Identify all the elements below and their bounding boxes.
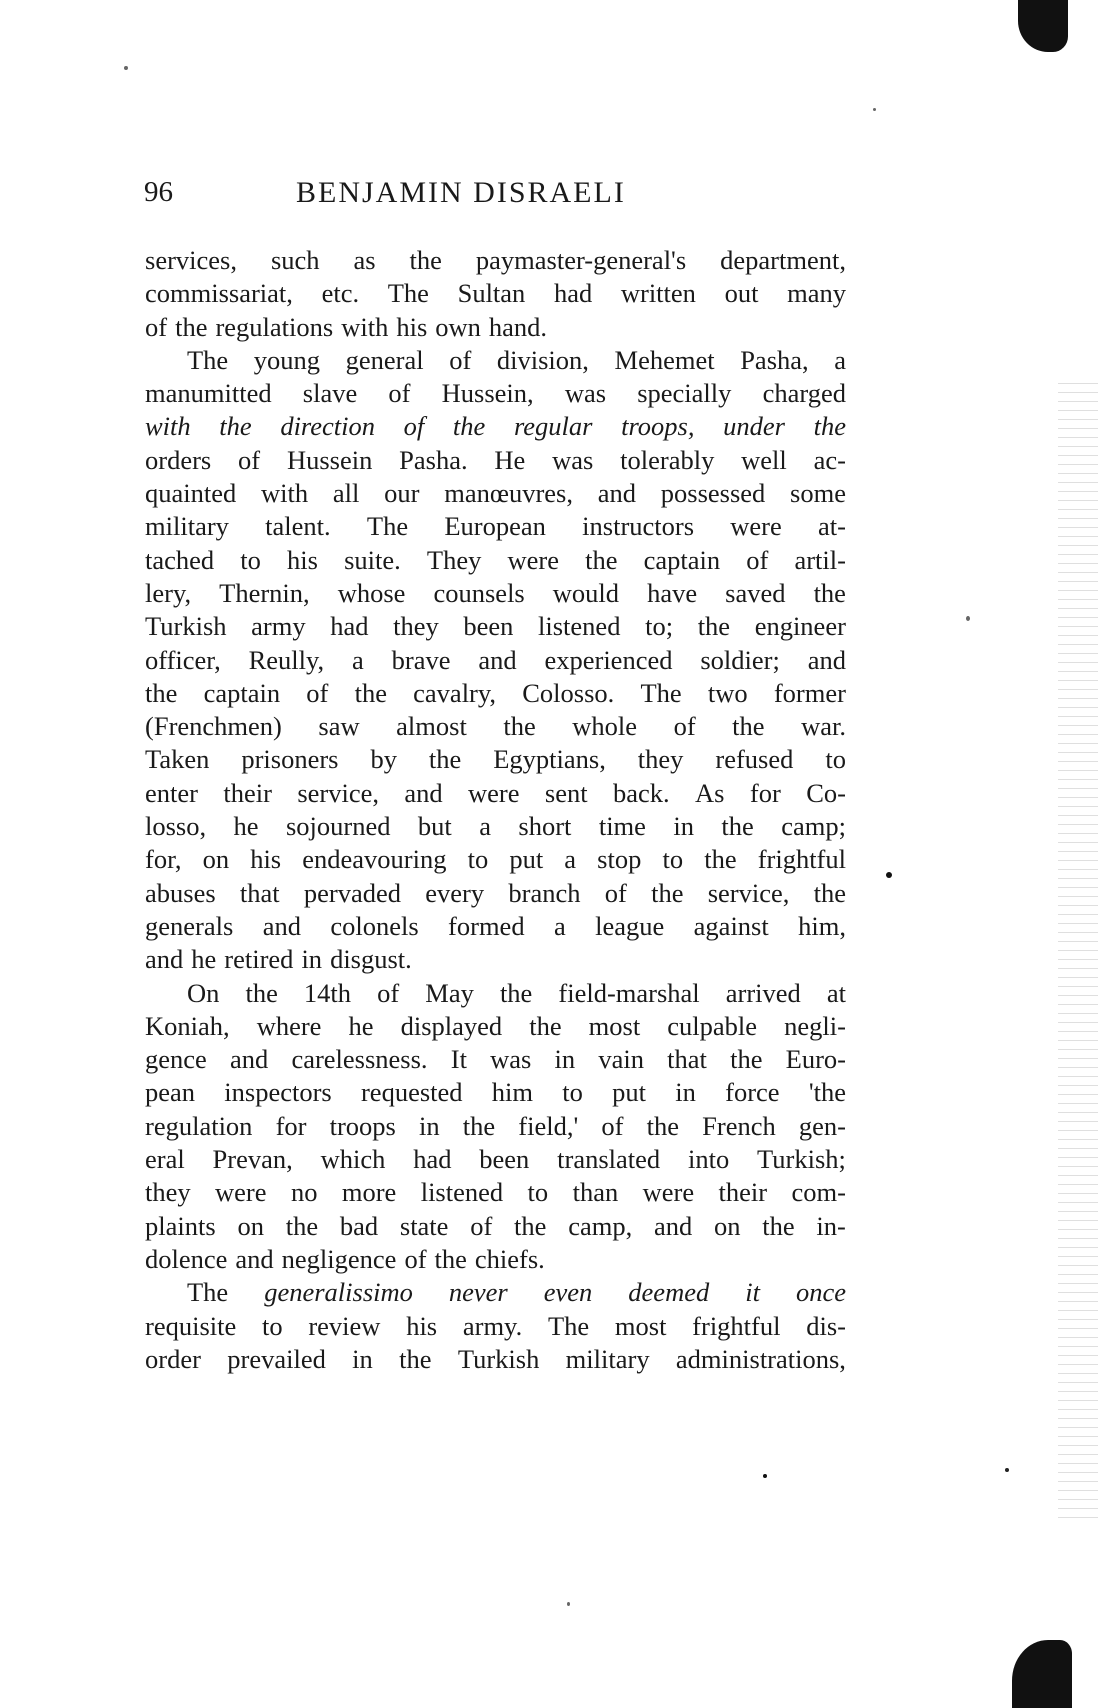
text-line: generals and colonels formed a league against him, <box>145 910 846 941</box>
text-line: manumitted slave of Hussein, was specially charged <box>145 378 846 409</box>
text-line: for, on his endeavouring to put a stop to the frightful <box>145 844 846 875</box>
page-header <box>144 176 844 216</box>
scan-speck <box>886 872 892 878</box>
text-line: requisite to review his army. The most frightful dis- <box>145 1310 846 1341</box>
body-text <box>145 244 846 1376</box>
text-line: The generalissimo never even deemed it once <box>187 1277 846 1308</box>
scan-speck <box>124 66 128 70</box>
text-line: dolence and negligence of the chiefs. <box>145 1243 545 1274</box>
text-line: On the 14th of May the field-marshal arrived at <box>187 977 846 1008</box>
page-number: 96 <box>144 176 173 208</box>
text-line: tached to his suite. They were the captain of artil- <box>145 544 846 575</box>
scan-speck <box>966 616 970 621</box>
text-line: of the regulations with his own hand. <box>145 311 548 342</box>
scan-speck <box>1005 1468 1009 1472</box>
text-line: The young general of division, Mehemet Pasha, a <box>187 344 846 375</box>
text-line: Taken prisoners by the Egyptians, they refused to <box>145 744 846 775</box>
text-line: with the direction of the regular troops, under the <box>145 411 846 442</box>
scan-speck <box>873 108 876 111</box>
text-line: order prevailed in the Turkish military administrations, <box>145 1343 846 1374</box>
text-line: Turkish army had they been listened to; the engineer <box>145 611 846 642</box>
text-line: abuses that pervaded every branch of the service, the <box>145 877 846 908</box>
text-line: eral Prevan, which had been translated into Turkish; <box>145 1144 846 1175</box>
text-line: military talent. The European instructors were at- <box>145 511 846 542</box>
text-line: regulation for troops in the field,' of the French gen- <box>145 1110 846 1141</box>
text-line: the captain of the cavalry, Colosso. The two former <box>145 677 846 708</box>
text-line: losso, he sojourned but a short time in the camp; <box>145 811 846 842</box>
text-line: commissariat, etc. The Sultan had written out many <box>145 278 846 309</box>
scan-edge-shadow <box>1058 380 1098 1520</box>
text-line: orders of Hussein Pasha. He was tolerably well ac- <box>145 444 846 475</box>
running-title: BENJAMIN DISRAELI <box>296 176 626 209</box>
text-line: services, such as the paymaster-general's department, <box>145 245 846 275</box>
text-line: lery, Thernin, whose counsels would have saved the <box>145 577 846 608</box>
text-line: Koniah, where he displayed the most culpable negli- <box>145 1010 846 1041</box>
scan-speck <box>763 1474 767 1478</box>
scan-corner-mark-bottom <box>1012 1640 1072 1708</box>
scan-corner-mark-top <box>1018 0 1068 52</box>
text-line: and he retired in disgust. <box>145 944 412 975</box>
text-line: enter their service, and were sent back. As for Co- <box>145 777 846 808</box>
text-line: plaints on the bad state of the camp, and on the in- <box>145 1210 846 1241</box>
text-line: they were no more listened to than were their com- <box>145 1177 846 1208</box>
text-line: gence and carelessness. It was in vain that the Euro- <box>145 1044 846 1075</box>
text-line: officer, Reully, a brave and experienced soldier; and <box>145 644 846 675</box>
text-line: pean inspectors requested him to put in force 'the <box>145 1077 846 1108</box>
text-line: quainted with all our manœuvres, and possessed some <box>145 478 846 509</box>
text-line: (Frenchmen) saw almost the whole of the war. <box>145 711 846 742</box>
scan-speck <box>567 1602 570 1606</box>
